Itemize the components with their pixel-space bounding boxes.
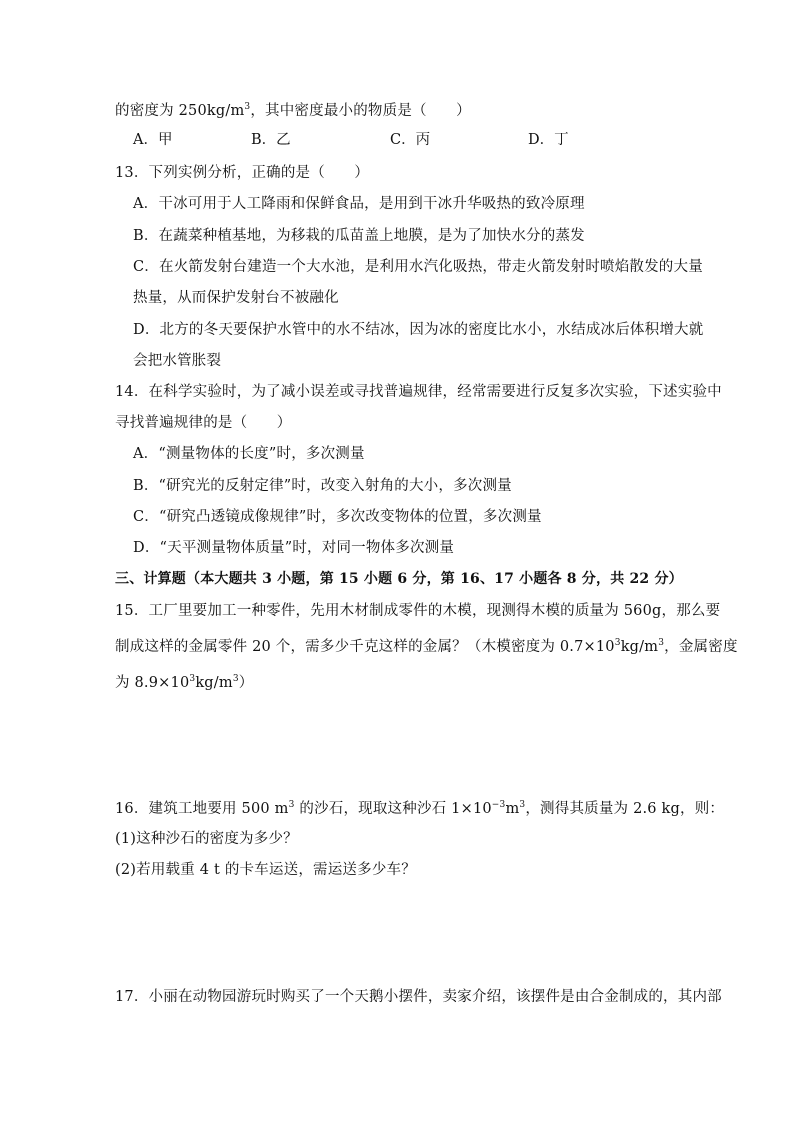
q15-line-2: 制成这样的金属零件 20 个，需多少千克这样的金属？（木模密度为 $0.7\times 10^3kg/m^3$，金属密度 — [115, 638, 738, 655]
q16-sub-question-2: (2)若用载重 4 t 的卡车运送，需运送多少车？ — [115, 862, 416, 878]
q14-stem: 14．在科学实验时，为了减小误差或寻找普遍规律，经常需要进行反复多次实验，下述实验中 — [115, 384, 722, 400]
q16-sub-question-1: (1)这种沙石的密度为多少？ — [115, 831, 298, 847]
q13-option-c-continued: 热量，从而保护发射台不被融化 — [133, 290, 339, 306]
q14-option-d[interactable]: D．“天平测量物体质量”时，对同一物体多次测量 — [133, 540, 455, 556]
q13-option-a[interactable]: A．干冰可用于人工降雨和保鲜食品，是用到干冰升华吸热的致冷原理 — [133, 196, 585, 212]
q14-stem-continued: 寻找普遍规律的是（ ） — [115, 415, 292, 431]
q12-stem-tail: 的密度为 $250kg/m^3$，其中密度最小的物质是（ ） — [115, 102, 471, 119]
q13-option-c[interactable]: C．在火箭发射台建造一个大水池，是利用水汽化吸热，带走火箭发射时喷焰散发的大量 — [133, 259, 703, 275]
q13-option-d[interactable]: D．北方的冬天要保护水管中的水不结冰，因为冰的密度比水小，水结成冰后体积增大就 — [133, 322, 704, 338]
q14-option-a[interactable]: A．“测量物体的长度”时，多次测量 — [133, 446, 365, 462]
q12-option-c[interactable]: C．丙 — [390, 132, 431, 148]
q14-option-c[interactable]: C．“研究凸透镜成像规律”时，多次改变物体的位置，多次测量 — [133, 509, 542, 525]
q14-option-b[interactable]: B．“研究光的反射定律”时，改变入射角的大小，多次测量 — [133, 478, 512, 494]
section-3-heading: 三、计算题（本大题共 3 小题，第 15 小题 6 分，第 16、17 小题各 8 分，共 22 分） — [115, 571, 683, 587]
q12-option-b[interactable]: B．乙 — [251, 132, 291, 148]
q13-option-d-continued: 会把水管胀裂 — [133, 353, 222, 369]
q12-option-a[interactable]: A．甲 — [133, 132, 173, 148]
q16-line-1: 16．建筑工地要用 500 $m^3$ 的沙石，现取这种沙石 $1\times 10^{-3}m^3$，测得其质量为 2.6 kg，则： — [115, 800, 725, 817]
q15-line-3: 为 $8.9\times 10^3kg/m^3$） — [115, 674, 254, 691]
q13-option-b[interactable]: B．在蔬菜种植基地，为移栽的瓜苗盖上地膜，是为了加快水分的蒸发 — [133, 228, 585, 244]
q12-option-d[interactable]: D．丁 — [528, 132, 569, 148]
q15-line-1: 15．工厂里要加工一种零件，先用木材制成零件的木模，现测得木模的质量为 560g，那么要 — [115, 603, 721, 619]
q13-stem: 13．下列实例分析，正确的是（ ） — [115, 165, 370, 181]
q17-line-1: 17．小丽在动物园游玩时购买了一个天鹅小摆件，卖家介绍，该摆件是由合金制成的，其内部 — [115, 989, 722, 1005]
